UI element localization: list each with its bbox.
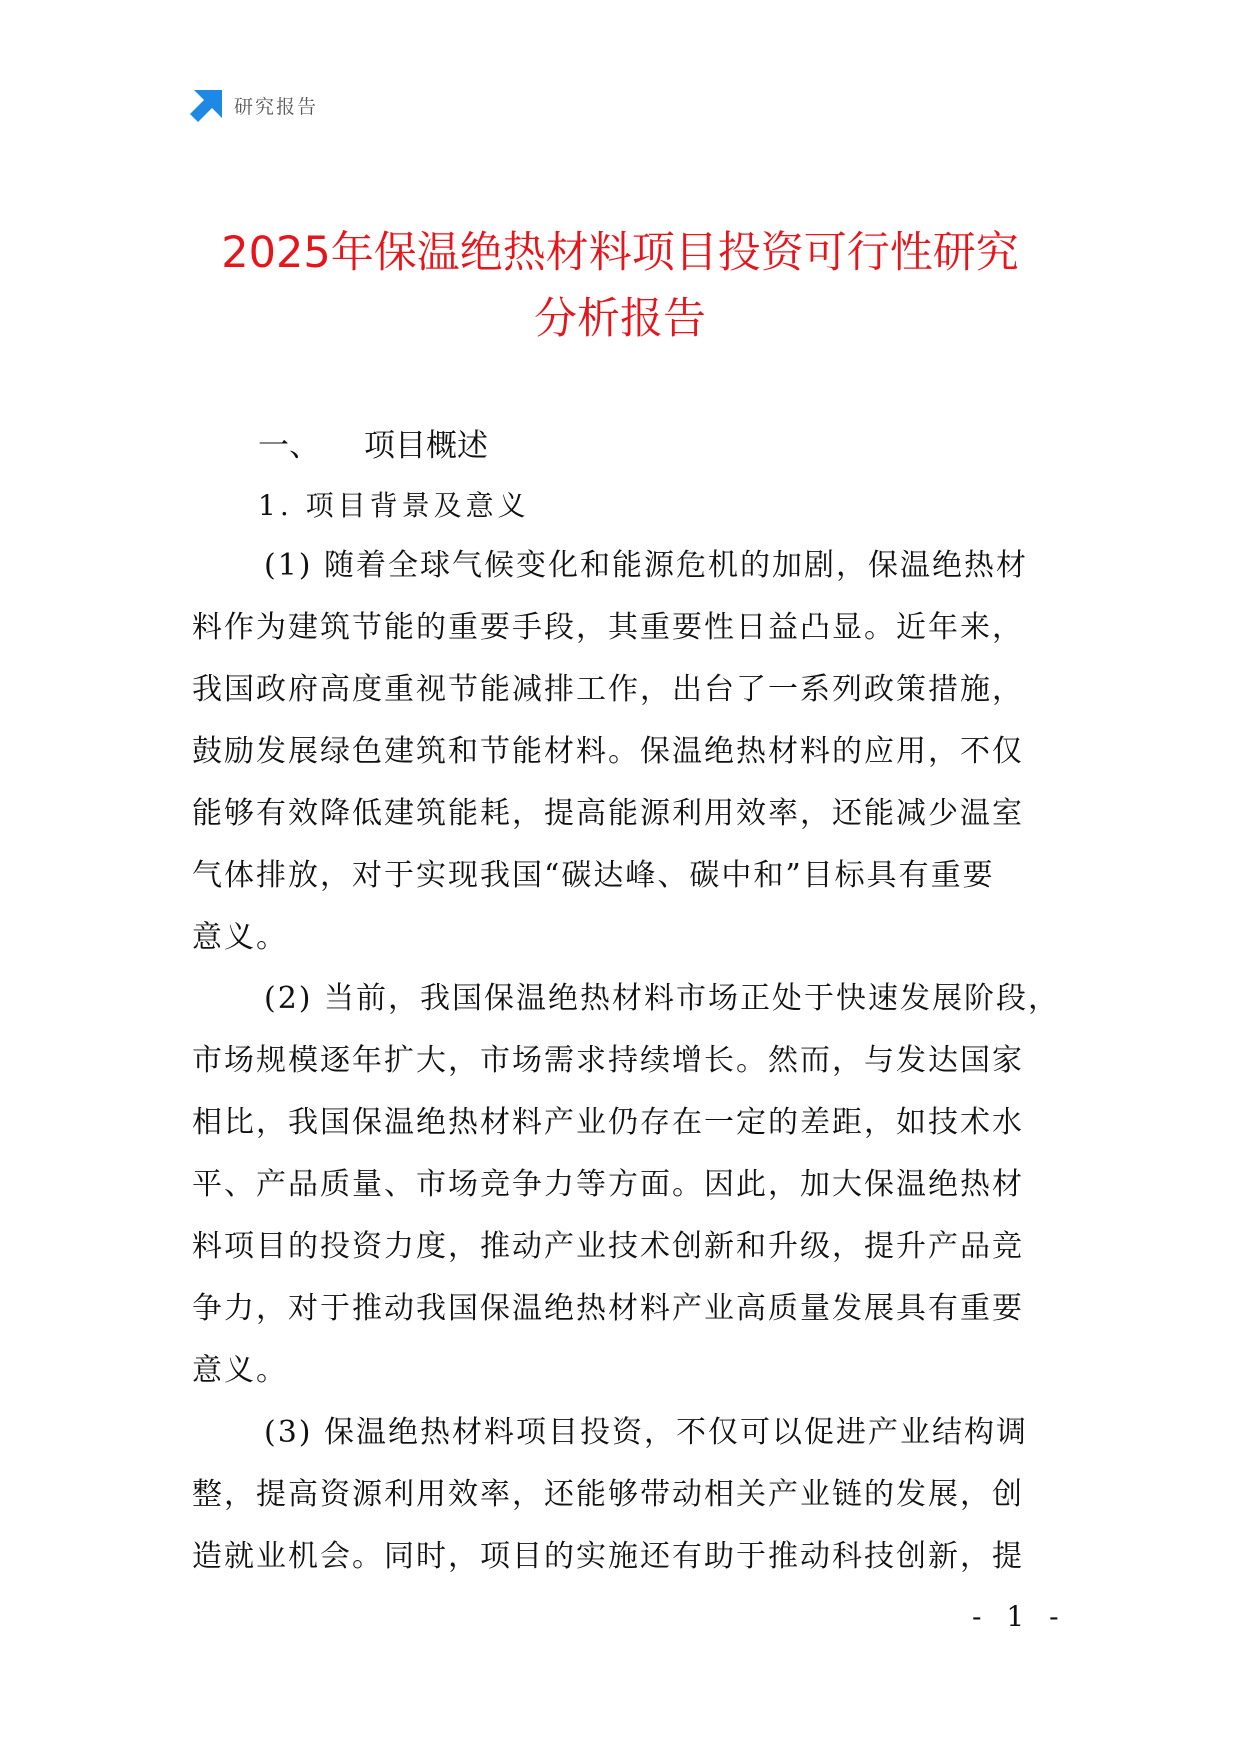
title-line-1: 2025年保温绝热材料项目投资可行性研究 <box>221 228 1019 278</box>
title-line-2: 分析报告 <box>534 294 706 344</box>
document-title <box>120 220 1120 352</box>
paragraph-line: 料作为建筑节能的重要手段，其重要性日益凸显。近年来， <box>192 610 1024 645</box>
paragraph-line: 争力，对于推动我国保温绝热材料产业高质量发展具有重要 <box>192 1291 1024 1326</box>
paragraph-line: 料项目的投资力度，推动产业技术创新和升级，提升产品竞 <box>192 1229 1024 1264</box>
arrow-logo-icon <box>190 88 224 122</box>
section-number: 一、 <box>258 428 320 464</box>
section-heading <box>258 420 488 465</box>
paragraph-1 <box>192 535 1052 969</box>
section-title: 项目概述 <box>364 428 488 464</box>
paragraph-line: 相比，我国保温绝热材料产业仍存在一定的差距，如技术水 <box>192 1105 1024 1140</box>
paragraph-line: 市场规模逐年扩大，市场需求持续增长。然而，与发达国家 <box>192 1043 1024 1078</box>
paragraph-line: (1) 随着全球气候变化和能源危机的加剧，保温绝热材 <box>264 548 1029 583</box>
subsection-heading: 1. 项目背景及意义 <box>258 489 530 522</box>
page-number: - 1 - <box>972 1600 1067 1633</box>
paragraph-2 <box>192 968 1061 1402</box>
paragraph-line: 整，提高资源利用效率，还能够带动相关产业链的发展，创 <box>192 1477 1024 1512</box>
paragraph-3 <box>192 1402 1052 1588</box>
paragraph-line: 意义。 <box>192 1353 288 1388</box>
paragraph-line: 平、产品质量、市场竞争力等方面。因此，加大保温绝热材 <box>192 1167 1024 1202</box>
paragraph-line: 造就业机会。同时，项目的实施还有助于推动科技创新，提 <box>192 1539 1024 1574</box>
paragraph-line: 气体排放，对于实现我国“碳达峰、碳中和”目标具有重要 <box>192 858 995 893</box>
report-header <box>190 88 318 122</box>
header-label: 研究报告 <box>234 95 319 118</box>
paragraph-line: (2) 当前，我国保温绝热材料市场正处于快速发展阶段， <box>264 981 1061 1016</box>
paragraph-line: 我国政府高度重视节能减排工作，出台了一系列政策措施， <box>192 672 1024 707</box>
paragraph-line: 能够有效降低建筑能耗，提高能源利用效率，还能减少温室 <box>192 796 1024 831</box>
paragraph-line: 意义。 <box>192 920 288 955</box>
paragraph-line: (3) 保温绝热材料项目投资，不仅可以促进产业结构调 <box>264 1415 1029 1450</box>
paragraph-line: 鼓励发展绿色建筑和节能材料。保温绝热材料的应用，不仅 <box>192 734 1024 769</box>
